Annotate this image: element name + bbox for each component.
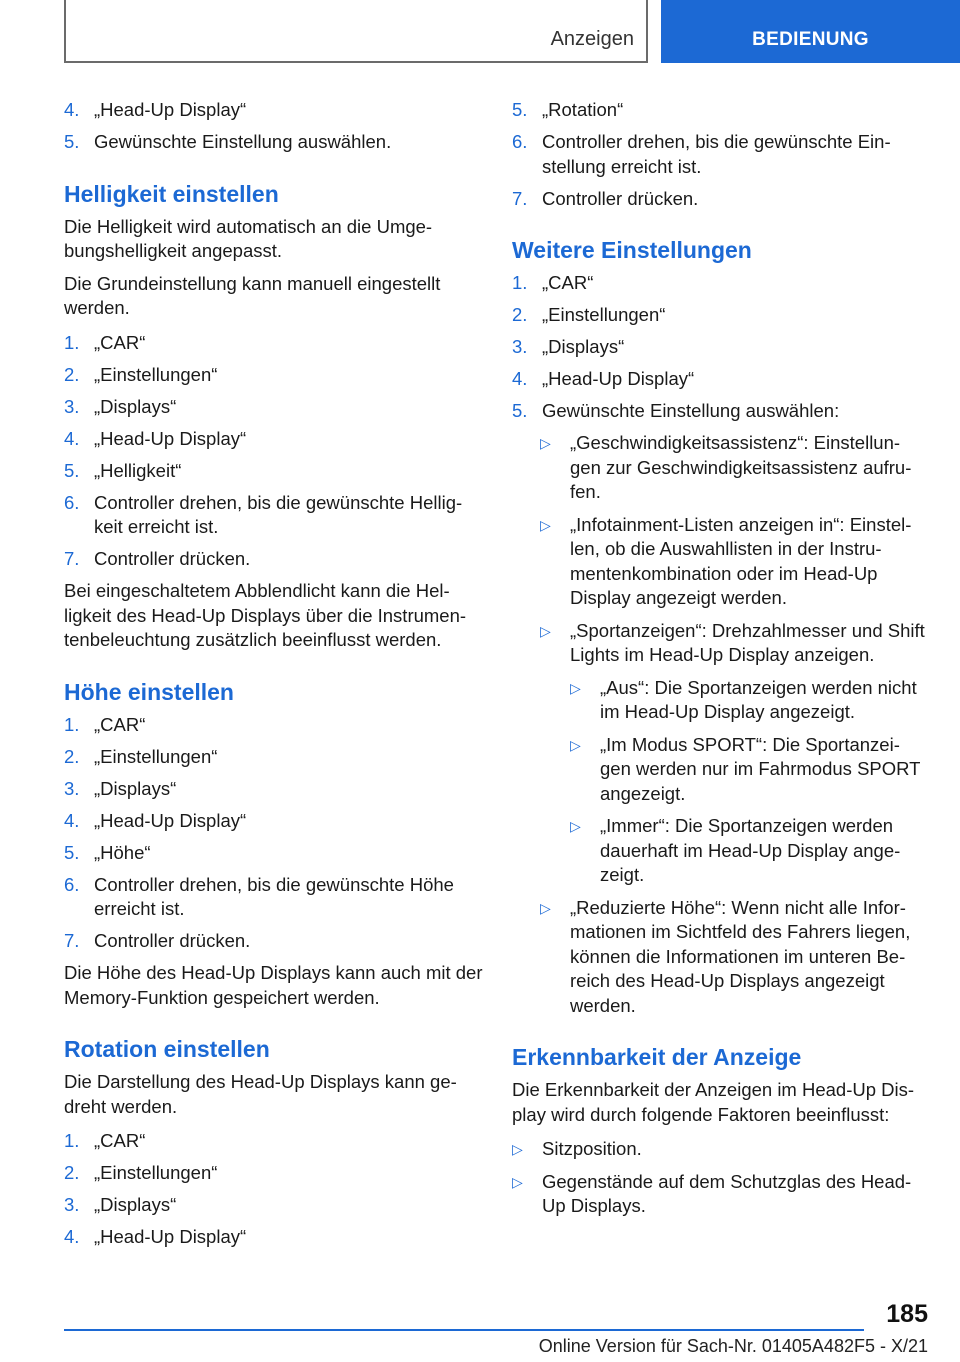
brightness-step-list	[64, 331, 484, 572]
step-item: 2. „Einstellungen“	[64, 745, 218, 767]
option-bullet-list	[540, 431, 932, 668]
step-item: 3. „Displays“	[64, 777, 177, 799]
bullet-item: ▷ „Im Modus SPORT“: Die Sportanzei‐ gen werden nur im Fahrmodus SPORT angezeigt.	[570, 733, 921, 804]
step-item: 3. „Displays“	[512, 336, 625, 357]
step-item: 5. „Helligkeit“	[64, 459, 182, 481]
triangle-right-icon: ▷	[512, 1141, 523, 1157]
page-section-title: Anzeigen	[550, 28, 634, 50]
step-item: 4. „Head-Up Display“	[64, 809, 247, 831]
triangle-right-icon: ▷	[540, 622, 551, 639]
step-item: 2. „Einstellungen“	[64, 363, 218, 385]
right-column	[512, 98, 932, 1227]
step-item: 4. „Head-Up Display“	[64, 99, 247, 120]
more-step-list	[512, 271, 932, 424]
triangle-right-icon: ▷	[540, 435, 551, 451]
triangle-right-icon: ▷	[540, 516, 551, 533]
step-item: 6. Controller drehen, bis die gewünschte Hellig‐ keit erreicht ist.	[64, 491, 463, 537]
paragraph: Die Helligkeit wird automatisch an die Umge‐ bungshelligkeit angepasst.	[64, 215, 433, 261]
bullet-item: ▷ „Sportanzeigen“: Drehzahlmesser und Shift Lights im Head-Up Display anzeigen.	[540, 619, 925, 665]
step-item: 7. Controller drücken.	[512, 187, 699, 209]
step-item: 4. „Head-Up Display“	[64, 427, 247, 449]
step-item: 5. Gewünschte Einstellung auswählen:	[512, 400, 840, 421]
intro-step-list	[64, 98, 484, 155]
step-item: 3. „Displays“	[64, 395, 177, 417]
step-item: 1. „CAR“	[64, 331, 146, 353]
bullet-item: ▷ „Aus“: Die Sportanzeigen werden nicht im Head-Up Display angezeigt.	[570, 676, 917, 722]
heading-more-settings: Weitere Einstellungen	[512, 237, 752, 263]
step-item: 5. „Rotation“	[512, 99, 624, 120]
paragraph: Die Erkennbarkeit der Anzeigen im Head-Up Dis‐ play wird durch folgende Faktoren beeinflusst:	[512, 1079, 915, 1125]
step-item: 1. „CAR“	[64, 713, 146, 735]
triangle-right-icon: ▷	[570, 679, 581, 696]
heading-brightness: Helligkeit einstellen	[64, 180, 279, 207]
paragraph: Die Darstellung des Head-Up Displays kann ge‐ dreht werden.	[64, 1071, 457, 1117]
header-chapter-tab	[661, 0, 960, 63]
step-item: 1. „CAR“	[512, 272, 594, 293]
bullet-item: ▷ „Geschwindigkeitsassistenz“: Einstellun‐ gen zur Geschwindigkeitsassistenz aufru‐ fen.	[540, 432, 912, 502]
heading-height: Höhe einstellen	[64, 678, 234, 705]
rotation-cont-step-list	[512, 98, 932, 211]
triangle-right-icon: ▷	[570, 736, 581, 753]
triangle-right-icon: ▷	[540, 899, 551, 916]
triangle-right-icon: ▷	[570, 818, 581, 834]
page-number: 185	[886, 1300, 928, 1328]
chapter-label: BEDIENUNG	[752, 29, 869, 50]
step-item: 7. Controller drücken.	[64, 548, 251, 569]
visibility-bullet-list	[512, 1137, 932, 1219]
footer-version-text: Online Version für Sach-Nr. 01405A482F5 - X/21	[538, 1336, 928, 1356]
step-item: 2. „Einstellungen“	[64, 1162, 218, 1183]
header-title-box	[64, 0, 648, 63]
bullet-item: ▷ „Infotainment-Listen anzeigen in“: Einstel‐ len, ob die Auswahllisten in der Instru‐ mentenkombination oder im Head-Up Display angezeigt werden.	[540, 513, 912, 608]
step-item: 2. „Einstellungen“	[512, 304, 666, 325]
triangle-right-icon: ▷	[512, 1173, 523, 1190]
step-item: 5. Gewünschte Einstellung auswählen.	[64, 131, 392, 152]
step-item: 6. Controller drehen, bis die gewünschte Ein‐ stellung erreicht ist.	[512, 131, 891, 177]
paragraph: Die Höhe des Head-Up Displays kann auch mit der Memory-Funktion gespeichert werden.	[64, 962, 483, 1008]
option-bullet-list-2	[540, 896, 932, 1019]
heading-rotation: Rotation einstellen	[64, 1036, 270, 1062]
rotation-step-list	[64, 1129, 484, 1250]
left-column	[64, 98, 484, 1257]
bullet-item: ▷ Sitzposition.	[512, 1137, 932, 1162]
step-item: 7. Controller drücken.	[64, 930, 251, 951]
heading-visibility: Erkennbarkeit der Anzeige	[512, 1044, 802, 1070]
paragraph: Bei eingeschaltetem Abblendlicht kann die Hel‐ ligkeit des Head-Up Displays über die Instrumen‐ tenbeleuchtung zusätzlich beeinflusst werden.	[64, 580, 467, 650]
step-item: 5. „Höhe“	[64, 841, 151, 863]
bullet-item: ▷ Gegenstände auf dem Schutzglas des Head- Up Displays.	[512, 1170, 912, 1216]
step-item: 3. „Displays“	[64, 1194, 177, 1215]
bullet-item: ▷ „Reduzierte Höhe“: Wenn nicht alle Infor‐ mationen im Sichtfeld des Fahrers liegen, können die Informationen im unteren Be‐ reich des Head-Up Displays angezeigt werden.	[540, 896, 911, 1016]
step-item: 1. „CAR“	[64, 1130, 146, 1151]
paragraph: Die Grundeinstellung kann manuell eingestellt werden.	[64, 272, 441, 318]
step-item: 4. „Head-Up Display“	[512, 368, 695, 389]
sport-bullet-list	[570, 676, 932, 888]
step-item: 4. „Head-Up Display“	[64, 1226, 247, 1247]
bullet-item: ▷ „Immer“: Die Sportanzeigen werden dauerhaft im Head-Up Display ange‐ zeigt.	[570, 815, 901, 885]
footer-divider	[64, 1329, 864, 1331]
step-item: 6. Controller drehen, bis die gewünschte Höhe erreicht ist.	[64, 873, 454, 919]
height-step-list	[64, 713, 484, 954]
